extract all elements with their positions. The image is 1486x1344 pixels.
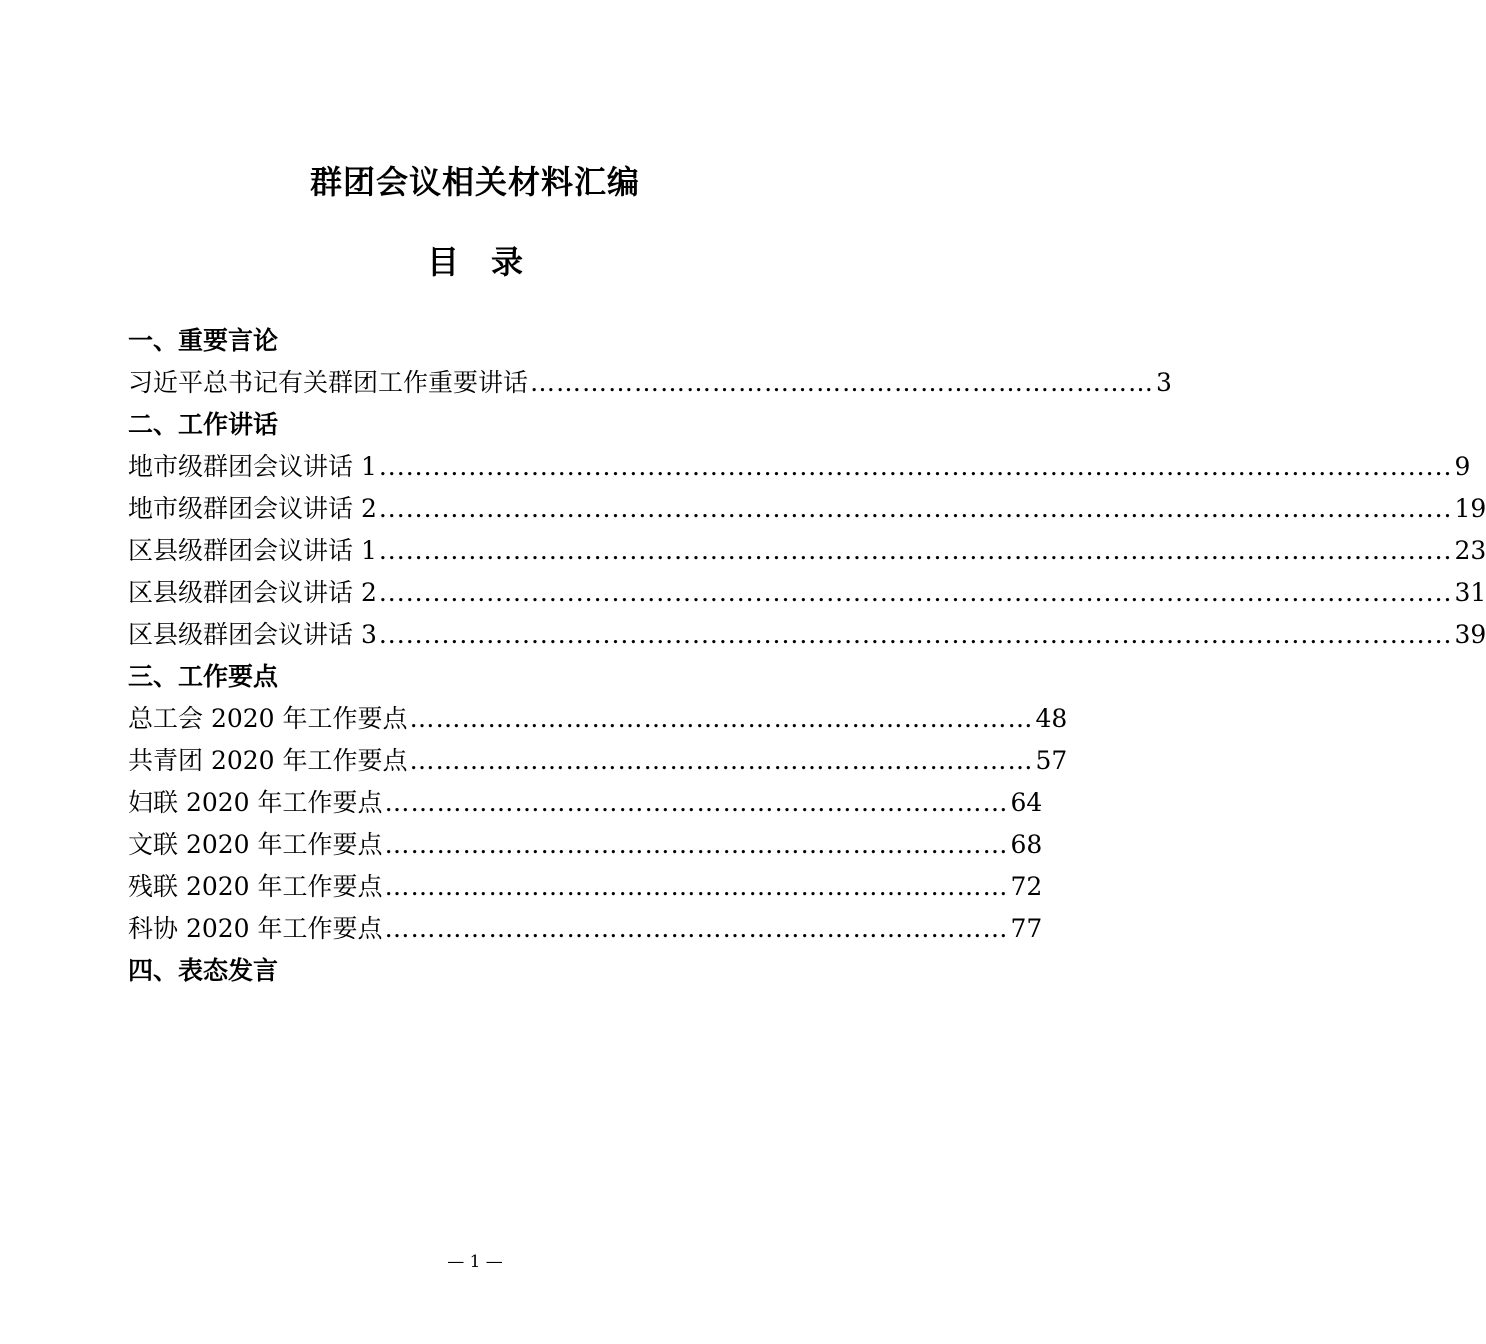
toc-entry[interactable] xyxy=(128,572,1486,614)
section-label: 一、重要言论 xyxy=(128,326,279,355)
toc-entry[interactable] xyxy=(128,782,1043,824)
entry-label: 科协 2020 年工作要点 xyxy=(128,914,383,943)
entry-page-number: 39 xyxy=(1454,620,1486,649)
toc-entry[interactable] xyxy=(128,908,1043,950)
entry-page-number: 9 xyxy=(1454,452,1471,481)
section-label: 二、工作讲话 xyxy=(128,410,279,439)
toc-entry[interactable] xyxy=(128,740,1068,782)
entry-page-number: 72 xyxy=(1010,872,1043,901)
entry-page-number: 3 xyxy=(1156,368,1172,397)
section-label: 四、表态发言 xyxy=(128,956,279,985)
entry-page-number: 64 xyxy=(1010,788,1043,817)
entry-label: 妇联 2020 年工作要点 xyxy=(128,788,383,817)
entry-page-number: 57 xyxy=(1035,746,1068,775)
toc-entry[interactable] xyxy=(128,614,1486,656)
document-title: 群团会议相关材料汇编 xyxy=(309,163,640,201)
entry-label: 区县级群团会议讲话 3 xyxy=(128,620,377,649)
toc-entry[interactable] xyxy=(128,446,1471,488)
dot-leader: ........................................................................................................................ xyxy=(378,494,1453,523)
entry-label: 残联 2020 年工作要点 xyxy=(128,872,383,901)
dot-leader: ……………………………………………………………… xyxy=(530,368,1155,397)
entry-label: 区县级群团会议讲话 2 xyxy=(128,578,377,607)
toc-entry[interactable] xyxy=(128,488,1486,530)
toc-heading: 目 录 xyxy=(426,243,523,281)
toc-section-heading xyxy=(128,656,832,698)
dot-leader: ........................................................................................................................ xyxy=(378,578,1453,607)
toc-entry[interactable] xyxy=(128,866,1043,908)
entry-label: 习近平总书记有关群团工作重要讲话 xyxy=(128,368,529,397)
page-number-footer: — 1 — xyxy=(447,1252,503,1272)
entry-page-number: 77 xyxy=(1010,914,1043,943)
entry-label: 区县级群团会议讲话 1 xyxy=(128,536,377,565)
toc-entry[interactable] xyxy=(128,530,1486,572)
entry-page-number: 31 xyxy=(1454,578,1486,607)
dot-leader: ........................................................................................................................ xyxy=(378,452,1453,481)
entry-label: 地市级群团会议讲话 2 xyxy=(128,494,377,523)
entry-page-number: 19 xyxy=(1454,494,1486,523)
entry-label: 共青团 2020 年工作要点 xyxy=(128,746,408,775)
dot-leader: ……………………………………………………………… xyxy=(384,914,1009,943)
entry-label: 总工会 2020 年工作要点 xyxy=(128,704,408,733)
entry-page-number: 23 xyxy=(1454,536,1486,565)
dot-leader: ……………………………………………………………… xyxy=(384,788,1009,817)
dot-leader: ……………………………………………………………… xyxy=(409,746,1034,775)
toc-section-heading xyxy=(128,320,832,362)
dot-leader: ........................................................................................................................ xyxy=(378,536,1453,565)
entry-label: 文联 2020 年工作要点 xyxy=(128,830,383,859)
entry-page-number: 48 xyxy=(1035,704,1068,733)
table-of-contents xyxy=(128,320,1486,992)
toc-section-heading xyxy=(128,404,832,446)
toc-section-heading xyxy=(128,950,832,992)
toc-entry[interactable] xyxy=(128,824,1043,866)
dot-leader: ……………………………………………………………… xyxy=(409,704,1034,733)
dot-leader: ........................................................................................................................ xyxy=(378,620,1453,649)
dot-leader: ……………………………………………………………… xyxy=(384,872,1009,901)
section-label: 三、工作要点 xyxy=(128,662,279,691)
entry-page-number: 68 xyxy=(1010,830,1043,859)
dot-leader: ……………………………………………………………… xyxy=(384,830,1009,859)
toc-entry[interactable] xyxy=(128,698,1068,740)
toc-entry[interactable] xyxy=(128,362,1172,404)
entry-label: 地市级群团会议讲话 1 xyxy=(128,452,377,481)
